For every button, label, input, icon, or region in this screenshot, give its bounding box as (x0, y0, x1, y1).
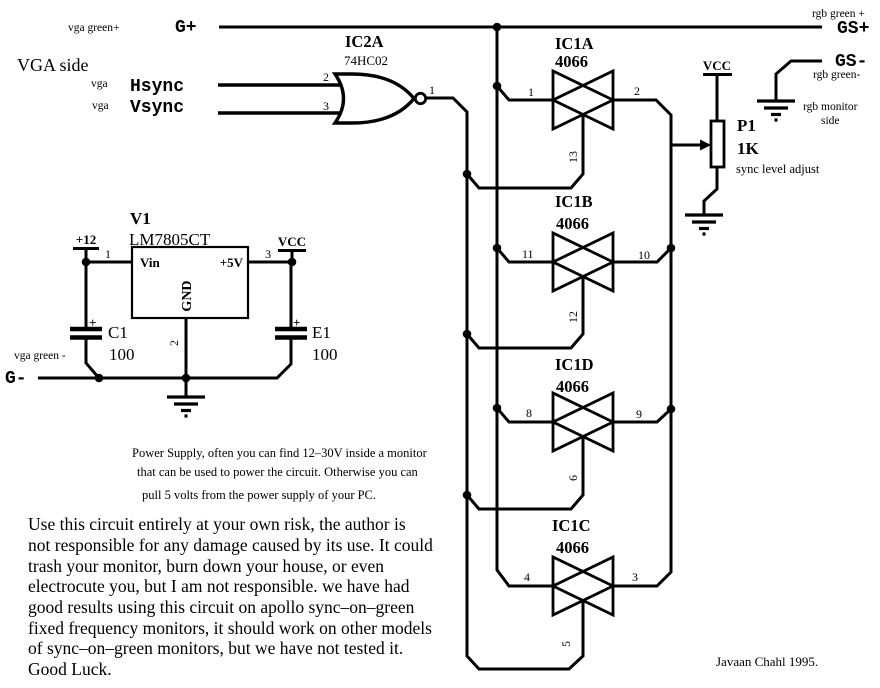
ground-symbol-pot (685, 215, 723, 234)
ic1b-pin-in: 11 (522, 247, 534, 261)
gs-plus-note: rgb green + (812, 8, 865, 20)
regulator-gnd-label: GND (180, 280, 195, 312)
capacitor-e1 (275, 315, 338, 364)
ic1c-ref: IC1C (552, 516, 591, 535)
disclaimer-line7: of sync–on–green monitors, but we have not tested it. (28, 638, 404, 658)
wire-g-minus-rail (38, 339, 291, 378)
nor-pin-3: 3 (323, 99, 329, 113)
ic1b-pin-out: 10 (638, 248, 650, 262)
regulator-5v-label: +5V (219, 255, 243, 270)
nor-pin-1: 1 (429, 83, 435, 97)
wire-output-bus (613, 100, 671, 586)
credit-line: Javaan Chahl 1995. (716, 654, 819, 669)
hsync-note: vga (91, 78, 108, 90)
nor-gate (323, 32, 435, 123)
wire-pot-bottom (704, 167, 717, 214)
gs-minus-terminal: GS- (835, 52, 868, 72)
ic1c-part: 4066 (556, 538, 589, 557)
ground-symbol-gs-minus (757, 101, 795, 120)
regulator-part: LM7805CT (129, 230, 211, 249)
power-supply-note (132, 446, 428, 502)
power-note-line2: that can be used to power the circuit. Otherwise you can (137, 465, 418, 479)
switch-ic1c (524, 516, 638, 647)
vga-side-label: VGA side (17, 55, 89, 75)
regulator-pin-2: 2 (167, 340, 181, 346)
ic1a-ref: IC1A (555, 34, 594, 53)
power-note-line3: pull 5 volts from the power supply of your PC. (142, 488, 377, 502)
e1-polarity: + (293, 315, 301, 330)
disclaimer-line4: electrocute you, but I am not responsible. we have had (28, 576, 410, 596)
c1-polarity: + (89, 315, 97, 330)
rgb-monitor-side-line1: rgb monitor (803, 101, 858, 113)
disclaimer-text (28, 514, 433, 679)
g-plus-terminal: G+ (175, 18, 197, 38)
ic1c-pin-out: 3 (632, 570, 638, 584)
ic1d-pin-out: 9 (636, 407, 642, 421)
ic1d-part: 4066 (556, 377, 589, 396)
disclaimer-line3: trash your monitor, burn down your house, or even (28, 556, 385, 576)
pot-body (711, 121, 724, 167)
nor-pin-2: 2 (323, 70, 329, 84)
ic1a-pin-ctrl: 13 (566, 151, 580, 163)
vsync-terminal: Vsync (130, 98, 185, 118)
regulator-ref: V1 (130, 209, 151, 228)
gs-plus-terminal: GS+ (837, 19, 870, 39)
e1-ref: E1 (312, 323, 331, 342)
disclaimer-line1: Use this circuit entirely at your own risk, the author is (28, 514, 406, 534)
ic1a-pin-out: 2 (634, 84, 640, 98)
vga-green-plus-note: vga green+ (68, 22, 120, 34)
nor-gate-ref: IC2A (345, 32, 384, 51)
c1-ref: C1 (108, 323, 128, 342)
wire-green-vertical-bus (497, 27, 553, 586)
disclaimer-line8: Good Luck. (28, 659, 112, 679)
capacitor-c1 (70, 315, 135, 364)
g-minus-note: vga green - (14, 350, 66, 362)
terminal-labels (5, 8, 869, 389)
wire-ic1d-out (613, 409, 671, 422)
regulator-vin-label: Vin (140, 255, 160, 270)
regulator-pin-1: 1 (105, 247, 111, 261)
disclaimer-line6: fixed frequency monitors, it should work on other models (28, 618, 432, 638)
nor-gate-body (335, 74, 414, 123)
ic1a-part: 4066 (555, 52, 588, 71)
wire-green-to-ic1d-in (497, 408, 553, 422)
g-minus-terminal: G- (5, 369, 27, 389)
regulator-pin-3: 3 (265, 247, 271, 261)
ic1b-ref: IC1B (555, 192, 593, 211)
power-note-line1: Power Supply, often you can find 12–30V inside a monitor (132, 446, 427, 460)
ic1b-pin-ctrl: 12 (566, 311, 580, 323)
pot-value: 1K (737, 139, 759, 158)
vsync-note: vga (92, 100, 109, 112)
ground-symbol-regulator (167, 397, 205, 416)
ic1c-pin-ctrl: 5 (559, 641, 573, 647)
pot-caption: sync level adjust (736, 162, 820, 176)
disclaimer-line5: good results using this circuit on apollo sync–on–green (28, 597, 415, 617)
ic1c-pin-in: 4 (524, 570, 530, 584)
disclaimer-line2: not responsible for any damage caused by its use. It could (28, 535, 433, 555)
wire-c1-bottom-tail (86, 339, 98, 377)
wire-sync-to-ic1d-ctrl (467, 437, 583, 509)
ic1d-pin-in: 8 (526, 406, 532, 420)
switch-ic1b (522, 192, 650, 323)
c1-value: 100 (109, 345, 135, 364)
ic1a-pin-in: 1 (528, 85, 534, 99)
nor-gate-bubble (415, 93, 425, 103)
hsync-terminal: Hsync (130, 77, 185, 97)
pot-ref: P1 (737, 116, 756, 135)
wire-green-to-ic1a-in (497, 86, 553, 100)
rgb-monitor-side-line2: side (821, 115, 840, 127)
regulator-vcc-label: VCC (277, 234, 307, 249)
nor-gate-part: 74HC02 (344, 53, 389, 68)
e1-value: 100 (312, 345, 338, 364)
ic1d-pin-ctrl: 6 (566, 475, 580, 481)
gs-minus-note: rgb green- (813, 69, 861, 81)
ic1b-part: 4066 (556, 214, 589, 233)
plus12-label: +12 (75, 232, 97, 247)
pot-wiper-arrow (700, 140, 711, 151)
pot-vcc-label: VCC (702, 58, 732, 73)
ic1d-ref: IC1D (555, 355, 594, 374)
